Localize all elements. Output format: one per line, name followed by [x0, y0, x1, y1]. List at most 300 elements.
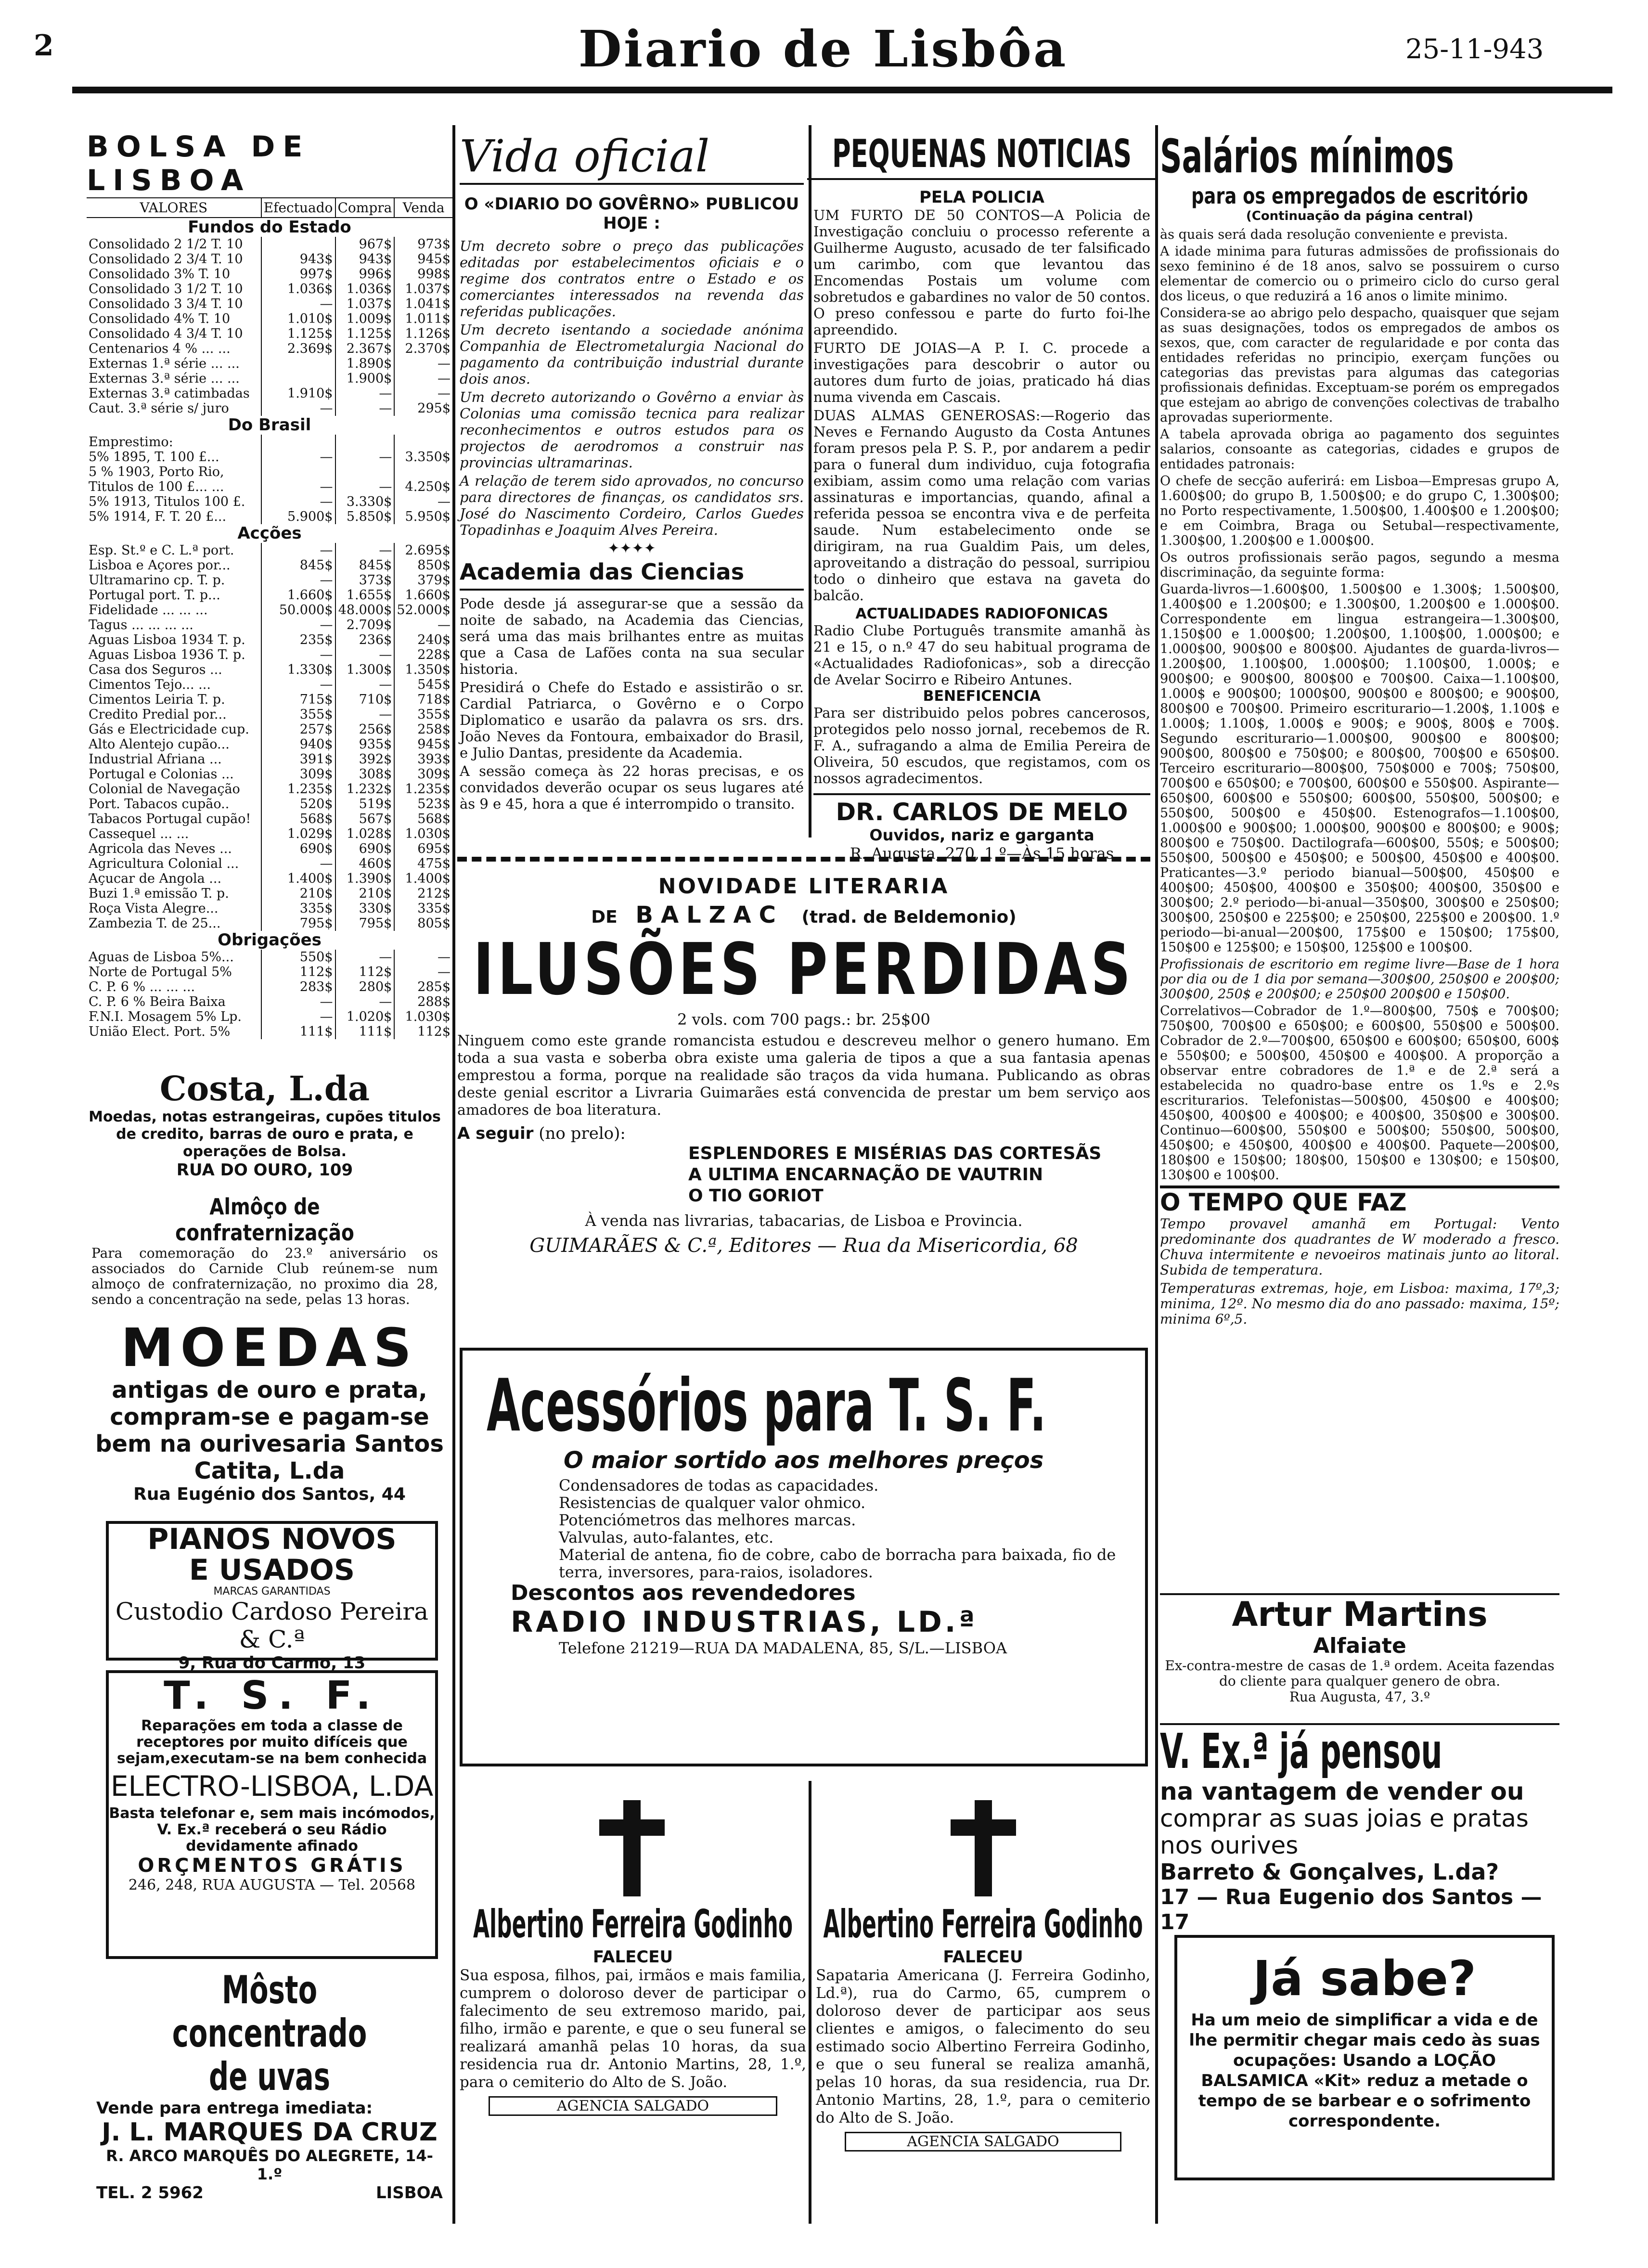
- obituary-name: Albertino Ferreira Godinho: [823, 1902, 1143, 1946]
- bolsa-value-name: 5% 1895, T. 100 £...: [89, 450, 219, 464]
- bolsa-price: —: [394, 371, 452, 386]
- bolsa-value-name: Buzi 1.ª emissão T. p.: [89, 886, 229, 901]
- bolsa-price: —: [335, 677, 395, 692]
- bolsa-value-name: Portugal port. T. p...: [89, 588, 220, 603]
- almoco-title: Almôço de confraternização: [175, 1194, 354, 1246]
- bolsa-price: 475$: [394, 856, 452, 871]
- table-row: [87, 647, 452, 662]
- bolsa-price: 1.011$: [394, 311, 452, 326]
- bolsa-table: [87, 197, 452, 1039]
- policia-paragraph: UM FURTO DE 50 CONTOS—A Policia de Investigação concluiu o processo referente a Guilherme Augusto, acusado de ter falsificado um carimbo, com que levantou das Encomendas Postais um volume com sobretudos e gabardines no valor de 50 contos. O preso confessou e parte do furto foi-lhe apreendido.: [813, 207, 1150, 338]
- bolsa-price: 112$: [261, 965, 335, 979]
- bolsa-value-name: Colonial de Navegação: [89, 782, 240, 797]
- table-row: [87, 450, 452, 464]
- tempo-title: O TEMPO QUE FAZ: [1160, 1186, 1559, 1216]
- table-row: [87, 341, 452, 356]
- bolsa-value-name: Zambezia T. de 25...: [89, 916, 221, 931]
- table-row: [87, 401, 452, 416]
- bolsa-value-name: Consolidado 3% T. 10: [89, 267, 231, 282]
- artur-ad: [1160, 1593, 1559, 1718]
- bolsa-price: 309$: [394, 767, 452, 782]
- bolsa-price: —: [335, 647, 395, 662]
- beneficencia-title: BENEFICENCIA: [923, 688, 1041, 705]
- bolsa-price: 1.125$: [261, 326, 335, 341]
- bolsa-price: 1.400$: [394, 871, 452, 886]
- bolsa-price: [261, 371, 335, 386]
- artur-address: Rua Augusta, 47, 3.º: [1289, 1689, 1430, 1705]
- costa-name: Costa, L.da: [159, 1069, 370, 1108]
- bolsa-price: 285$: [394, 979, 452, 994]
- bolsa-price: 1.009$: [335, 311, 395, 326]
- vex-text-1: na vantagem de vender ou: [1160, 1778, 1524, 1805]
- salarios-paragraph: às quais será dada resolução conveniente e prevista.: [1160, 227, 1508, 242]
- vida-item: A relação de terem sido aprovados, no concurso para directores de finanças, os candidatos srs. José do Nascimento Cordeiro, Carlos Guedes Topadinhas e Joaquim Alves Pereira.: [460, 473, 804, 538]
- moedas-text: antigas de ouro e prata, compram-se e pagam-se bem na ourivesaria Santos Catita, L.da: [95, 1377, 444, 1484]
- table-row: [87, 435, 452, 450]
- bolsa-value-name: Externas 3.ª catimbadas: [89, 386, 250, 401]
- bolsa-value-name: C. P. 6 % Beira Baixa: [89, 994, 226, 1009]
- table-row: [87, 588, 452, 603]
- bolsa-price: 256$: [335, 722, 395, 737]
- bolsa-price: 330$: [335, 901, 395, 916]
- bolsa-value-name: Consolidado 2 3/4 T. 10: [89, 252, 243, 267]
- bolsa-price: [261, 435, 335, 450]
- vida-oficial-subtitle: O «DIARIO DO GOVÊRNO» PUBLICOU HOJE :: [464, 194, 799, 233]
- academia-title: Academia das Ciencias: [460, 559, 804, 591]
- bolsa-price: 1.660$: [394, 588, 452, 603]
- table-row: [87, 782, 452, 797]
- table-row: [87, 479, 452, 494]
- bolsa-price: —: [261, 479, 335, 494]
- bolsa-price: 1.330$: [261, 662, 335, 677]
- bolsa-price: —: [261, 494, 335, 509]
- column-rule: [809, 125, 811, 838]
- bolsa-price: —: [394, 950, 452, 965]
- bolsa-value-name: Casa dos Seguros ...: [89, 662, 222, 677]
- bolsa-price: —: [261, 647, 335, 662]
- bolsa-price: 309$: [261, 767, 335, 782]
- balzac-translator: (trad. de Beldemonio): [801, 907, 1017, 927]
- bolsa-price: 308$: [335, 767, 395, 782]
- balzac-kicker: NOVIDADE LITERARIA: [658, 874, 950, 899]
- table-row: [87, 950, 452, 965]
- obituary-agency: AGENCIA SALGADO: [845, 2132, 1121, 2152]
- bolsa-price: 523$: [394, 797, 452, 812]
- salarios-paragraph: Os outros profissionais serão pagos, segundo a mesma discriminação, da seguinte forma:: [1160, 550, 1559, 580]
- bolsa-price: 973$: [394, 237, 452, 252]
- pianos-name: Custodio Cardoso Pereira & C.ª: [115, 1598, 429, 1653]
- bolsa-price: 996$: [335, 267, 395, 282]
- salarios-paragraph: O chefe de secção auferirá: em Lisboa—Empresas grupo A, 1.600$00; do grupo B, 1.500$00; e do grupo C, 1.300$00; no Porto respectivamente, 1.500$00, 1.400$00 e 1.200$00; e em Coimbra, Braga ou Setubal—respectivamente, 1.300$00, 1.200$00 e 1.000$00.: [1160, 474, 1559, 548]
- masthead-title: Diario de Lisbôa: [578, 19, 1068, 78]
- table-row: [87, 282, 452, 296]
- bolsa-value-name: Aguas Lisboa 1936 T. p.: [89, 647, 245, 662]
- bolsa-price: 210$: [335, 886, 395, 901]
- table-row: [87, 797, 452, 812]
- bolsa-value-name: Aguas Lisboa 1934 T. p.: [89, 632, 245, 647]
- jasabe-text: Ha um meio de simplificar a vida e de lhe permitir chegar mais cedo às suas ocupações: Usando a LOÇÃO BALSAMICA «Kit» reduz a metade o tempo de se barbear e o sofrimento correspondente.: [1189, 2010, 1540, 2131]
- bolsa-price: —: [261, 573, 335, 588]
- bolsa-price: 695$: [394, 841, 452, 856]
- balzac-de: DE: [591, 907, 618, 927]
- bolsa-price: [261, 356, 335, 371]
- table-row: [87, 722, 452, 737]
- table-row: [87, 692, 452, 707]
- salarios-paragraph: Profissionais de escritorio em regime livre—Base de 1 hora por dia ou de 1 dia por semana—300$00, 250$00 e 200$00; 300$00, 250$ e 200$00; e 250$00 200$00 e 150$00.: [1160, 957, 1559, 1002]
- bolsa-price: 718$: [394, 692, 452, 707]
- bolsa-price: —: [261, 450, 335, 464]
- table-row: [87, 677, 452, 692]
- bolsa-value-name: Esp. St.º e C. L.ª port.: [89, 543, 234, 558]
- tsf-address: 246, 248, RUA AUGUSTA — Tel. 20568: [128, 1877, 416, 1894]
- bolsa-price: 1.350$: [394, 662, 452, 677]
- bolsa-price: 568$: [394, 812, 452, 826]
- acessorios-item: Condensadores de todas as capacidades.: [559, 1476, 879, 1495]
- vida-oficial-title: Vida oficial: [460, 130, 804, 185]
- bolsa-price: 48.000$: [335, 603, 395, 618]
- table-row: [87, 326, 452, 341]
- bolsa-price: 335$: [394, 901, 452, 916]
- almoco-text: Para comemoração do 23.º aniversário os associados do Carnide Club reúnem-se num almoço de confraternização, no proximo dia 28, sendo a concentração na sede, pelas 13 horas.: [91, 1245, 438, 1307]
- bolsa-price: 1.890$: [335, 356, 395, 371]
- table-row: [87, 543, 452, 558]
- bolsa-price: 355$: [394, 707, 452, 722]
- policia-paragraph: DUAS ALMAS GENEROSAS:—Rogerio das Neves e Fernando Augusto da Costa Antunes foram presos pela P. S. P., por andarem a pedir para o funeral dum individuo, cuja fotografia exibiam, assim como uma relação com varias assinaturas e importancias, quando, afinal a referida pessoa se encontra viva e de perfeita saude. Num estabelecimento onde se dirigiram, na rua Gualdim Pais, um deles, aproveitando a distração do pessoal, surripiou todo o dinheiro que estava na gaveta do balcão.: [813, 407, 1150, 604]
- bolsa-price: —: [261, 1009, 335, 1024]
- col-venda: Venda: [394, 198, 452, 218]
- col-valores: VALORES: [87, 198, 261, 218]
- bolsa-price: 373$: [335, 573, 395, 588]
- bolsa-price: 545$: [394, 677, 452, 692]
- bolsa-value-name: Externas 1.ª série ... ...: [89, 356, 240, 371]
- col-efectuado: Efectuado: [261, 198, 335, 218]
- bolsa-title: BOLSA DE LISBOA: [87, 130, 310, 197]
- bolsa-price: 392$: [335, 752, 395, 767]
- bolsa-price: 210$: [261, 886, 335, 901]
- bolsa-price: 355$: [261, 707, 335, 722]
- table-row: [87, 296, 452, 311]
- radio-text: Radio Clube Português transmite amanhã às 21 e 15, o n.º 47 do seu habitual programa de «Actualidades Radiofonicas», sob a direcção de Avelar Socirro e Ribeiro Antunes.: [813, 622, 1150, 688]
- bolsa-price: 690$: [335, 841, 395, 856]
- bolsa-price: 258$: [394, 722, 452, 737]
- pequenas-noticias-section: [813, 130, 1150, 863]
- bolsa-price: 845$: [335, 558, 395, 573]
- bolsa-price: —: [394, 965, 452, 979]
- vex-text-2: comprar as suas joias e pratas nos ourives: [1160, 1804, 1529, 1859]
- obituary-faleceu: FALECEU: [943, 1947, 1023, 1967]
- bolsa-price: —: [335, 479, 395, 494]
- jasabe-ad: [1174, 1935, 1555, 2180]
- bolsa-price: —: [335, 707, 395, 722]
- vex-ad: [1160, 1723, 1559, 1934]
- bolsa-price: 690$: [261, 841, 335, 856]
- bolsa-value-name: Agricola das Neves ...: [89, 841, 232, 856]
- bolsa-value-name: Portugal e Colonias ...: [89, 767, 234, 782]
- bolsa-price: 391$: [261, 752, 335, 767]
- vida-item: Um decreto sobre o preço das publicações editadas por estabelecimentos oficiais e o regime dos contratos entre o Estado e os comerciantes interessados na revenda das referidas publicações.: [460, 238, 804, 320]
- table-row: [87, 752, 452, 767]
- table-row: [87, 573, 452, 588]
- tsf-text-1: Reparações em toda a classe de receptores por muito difíceis que sejam,executam-se na bem conhecida: [116, 1717, 427, 1767]
- table-row: [87, 767, 452, 782]
- temperatura-text: Temperaturas extremas, hoje, em Lisboa: maxima, 17º,3; minima, 12º. No mesmo dia do ano passado: maxima, 15º; minima 6º,5.: [1160, 1280, 1559, 1327]
- bolsa-price: —: [394, 618, 452, 632]
- bolsa-price: 1.029$: [261, 826, 335, 841]
- bolsa-price: 379$: [394, 573, 452, 588]
- bolsa-section-label: Fundos do Estado: [188, 218, 351, 237]
- bolsa-price: 940$: [261, 737, 335, 752]
- mosto-title-2: de uvas: [208, 2054, 331, 2099]
- bolsa-price: 228$: [394, 647, 452, 662]
- tsf-orcamentos: ORÇMENTOS GRÁTIS: [138, 1855, 406, 1877]
- moedas-title: MOEDAS: [121, 1317, 418, 1379]
- cross-icon: [816, 1781, 1150, 1901]
- bolsa-price: 998$: [394, 267, 452, 282]
- obituary-agency: AGENCIA SALGADO: [489, 2096, 777, 2116]
- obituary-name: Albertino Ferreira Godinho: [473, 1902, 793, 1946]
- vida-oficial-section: [460, 130, 804, 842]
- bolsa-section-header: [87, 416, 452, 435]
- pianos-ad: [106, 1521, 438, 1673]
- bolsa-price: 2.370$: [394, 341, 452, 356]
- salarios-paragraph: Considera-se ao abrigo pelo despacho, quaisquer que sejam as suas designações, todos os empregados de ambos os sexos, que, com caracter de regularidade e por conta das entidades referidas no principio, exerçam funções ou categorias das previstas para algumas das categorias profissionais definidas. Exceptuam-se porém os empregados que estejam ao abrigo de convenções colectivas de trabalho aprovadas superiormente.: [1160, 306, 1559, 425]
- bolsa-value-name: Aguas de Lisboa 5%...: [89, 950, 234, 965]
- cross-icon: [460, 1781, 806, 1901]
- pianos-title-1: PIANOS NOVOS: [147, 1522, 397, 1556]
- bolsa-price: —: [335, 543, 395, 558]
- bolsa-price: 5.950$: [394, 509, 452, 524]
- bolsa-price: —: [335, 994, 395, 1009]
- bolsa-price: 845$: [261, 558, 335, 573]
- balzac-next-title: ESPLENDORES E MISÉRIAS DAS CORTESÃS: [688, 1144, 1102, 1163]
- bolsa-price: 111$: [261, 1024, 335, 1039]
- bolsa-value-name: Port. Tabacos cupão..: [89, 797, 230, 812]
- table-row: [87, 386, 452, 401]
- bolsa-price: —: [335, 386, 395, 401]
- bolsa-price: 795$: [335, 916, 395, 931]
- bolsa-price: 1.028$: [335, 826, 395, 841]
- bolsa-value-name: 5 % 1903, Porto Rio,: [89, 464, 224, 479]
- balzac-aseguir: A seguir: [457, 1124, 534, 1143]
- bolsa-price: —: [335, 950, 395, 965]
- salarios-paragraph: Correlativos—Cobrador de 1.º—800$00, 750$ e 700$00; 750$00, 700$00 e 650$00; e 600$00, 550$00 e 500$00. Cobrador de 2.º—700$00, 650$00 e 600$00; 650$00, 600$ e 550$00; e 500$00, 450$00 e 400$00. A proporção a observar entre cobradores de 1.ª e de 2.ª será a estabelecida no quadro-base entre os 1.ºs e 2.ºs escriturarios. Telefonistas—500$00, 450$00 e 400$00; 450$00, 400$00 e 400$00; e 400$00, 350$00 e 300$00. Continuo—600$00, 550$00 e 500$00; 550$00, 500$00, 450$00; e 450$00, 400$00 e 400$00. Paquete—200$00, 180$00 e 150$00; 180$00, 150$00 e 130$00; e 150$00, 130$00 e 100$00.: [1160, 1004, 1559, 1183]
- policia-paragraph: FURTO DE JOIAS—A P. I. C. procede a investigações para descobrir o autor ou autores dum furto de joias, praticado há dias numa vivenda em Cascais.: [813, 340, 1150, 405]
- acessorios-sub: O maior sortido aos melhores preços: [564, 1447, 1044, 1474]
- bolsa-value-name: Cassequel ... ...: [89, 826, 189, 841]
- bolsa-price: 112$: [394, 1024, 452, 1039]
- bolsa-price: 519$: [335, 797, 395, 812]
- bolsa-price: —: [335, 450, 395, 464]
- balzac-body: Ninguem como este grande romancista estudou e descreveu melhor o genero humano. Em toda a sua vasta e soberba obra existe uma galeria de tipos a que a sua fantasia apenas emprestou a forma, porque na realidade são traços da vida humana. Publicando as obras deste genial escritor a Livraria Guimarães está convencida de prestar um bem serviço aos amadores de boa literatura.: [457, 1032, 1150, 1119]
- bolsa-price: —: [261, 677, 335, 692]
- bolsa-price: 5.850$: [335, 509, 395, 524]
- table-row: [87, 856, 452, 871]
- bolsa-price: 795$: [261, 916, 335, 931]
- bolsa-price: 283$: [261, 979, 335, 994]
- mosto-address: R. ARCO MARQUÊS DO ALEGRETE, 14-1.º: [106, 2147, 433, 2183]
- balzac-next-title: A ULTIMA ENCARNAÇÃO DE VAUTRIN: [688, 1165, 1043, 1185]
- bolsa-value-name: Caut. 3.ª série s/ juro: [89, 401, 229, 416]
- costa-ad: [87, 1069, 443, 1194]
- bolsa-section-header: [87, 931, 452, 950]
- bolsa-price: 280$: [335, 979, 395, 994]
- bolsa-price: 212$: [394, 886, 452, 901]
- bolsa-value-name: Titulos de 100 £... ...: [89, 479, 224, 494]
- bolsa-value-name: Tabacos Portugal cupão!: [89, 812, 251, 826]
- bolsa-price: 710$: [335, 692, 395, 707]
- bolsa-price: 1.300$: [335, 662, 395, 677]
- artur-name: Artur Martins: [1232, 1595, 1488, 1634]
- bolsa-value-name: Ultramarino cp. T. p.: [89, 573, 225, 588]
- table-row: [87, 871, 452, 886]
- bolsa-value-name: Consolidado 3 3/4 T. 10: [89, 296, 243, 311]
- bolsa-price: [261, 237, 335, 252]
- balzac-noprelo: (no prelo):: [539, 1124, 626, 1143]
- bolsa-price: —: [261, 401, 335, 416]
- salarios-section: [1160, 130, 1559, 1593]
- tempo-text: Tempo provavel amanhã em Portugal: Vento predominante dos quadrantes de W moderado a fresco. Chuva intermitente e nevoeiros matinais junto ao litoral. Subida de temperatura.: [1160, 1216, 1559, 1278]
- pianos-title-2: E USADOS: [189, 1553, 355, 1587]
- bolsa-price: 1.010$: [261, 311, 335, 326]
- table-row: [87, 509, 452, 524]
- salarios-cont: (Continuação da página central): [1246, 209, 1474, 223]
- table-row: [87, 356, 452, 371]
- bolsa-price: 1.660$: [261, 588, 335, 603]
- bolsa-price: 997$: [261, 267, 335, 282]
- table-row: [87, 371, 452, 386]
- bolsa-price: 1.020$: [335, 1009, 395, 1024]
- bolsa-price: 52.000$: [394, 603, 452, 618]
- bolsa-value-name: Lisboa e Açores por...: [89, 558, 231, 573]
- table-row: [87, 603, 452, 618]
- table-row: [87, 618, 452, 632]
- bolsa-value-name: Açucar de Angola ...: [89, 871, 222, 886]
- table-row: [87, 707, 452, 722]
- acessorios-item: Potenciómetros das melhores marcas.: [559, 1511, 856, 1529]
- bolsa-value-name: Alto Alentejo cupão...: [89, 737, 230, 752]
- bolsa-price: 257$: [261, 722, 335, 737]
- bolsa-value-name: C. P. 6 % ... ... ...: [89, 979, 195, 994]
- bolsa-price: —: [261, 618, 335, 632]
- doctor-name: DR. CARLOS DE MELO: [813, 793, 1150, 826]
- bolsa-price: —: [394, 386, 452, 401]
- bolsa-price: 288$: [394, 994, 452, 1009]
- bolsa-price: 1.037$: [394, 282, 452, 296]
- obituary-text: Sua esposa, filhos, pai, irmãos e mais familia, cumprem o doloroso dever de participar o falecimento de seu extremoso marido, pai, filho, irmão e parente, e que o seu funeral se realizará amanhã pelas 10 horas, da sua residencia rua dr. Antonio Martins, 28, 1.º, para o cemiterio do Alto de S. João.: [460, 1967, 806, 2091]
- mosto-ad: [96, 1969, 443, 2238]
- bolsa-price: 1.400$: [261, 871, 335, 886]
- bolsa-value-name: Tagus ... ... ... ...: [89, 618, 193, 632]
- pequenas-title: PEQUENAS NOTICIAS: [807, 130, 1157, 180]
- bolsa-price: —: [335, 401, 395, 416]
- top-rule: [72, 87, 1612, 93]
- bolsa-price: 715$: [261, 692, 335, 707]
- bolsa-value-name: União Elect. Port. 5%: [89, 1024, 231, 1039]
- bolsa-price: 943$: [261, 252, 335, 267]
- bolsa-price: 236$: [335, 632, 395, 647]
- pianos-address: 9, Rua do Carmo, 13: [178, 1653, 366, 1673]
- bolsa-value-name: Consolidado 4 3/4 T. 10: [89, 326, 243, 341]
- vida-item: Um decreto isentando a sociedade anónima Companhia de Electrometalurgia Nacional do pagamento da contribuição industrial durante dois anos.: [460, 322, 804, 387]
- balzac-ad: [457, 857, 1150, 1328]
- table-row: [87, 994, 452, 1009]
- bolsa-price: 568$: [261, 812, 335, 826]
- bolsa-value-name: Agricultura Colonial ...: [89, 856, 239, 871]
- page-number: 2: [34, 29, 54, 63]
- table-row: [87, 1009, 452, 1024]
- bolsa-value-name: Consolidado 3 1/2 T. 10: [89, 282, 243, 296]
- bolsa-price: 295$: [394, 401, 452, 416]
- radio-title: ACTUALIDADES RADIOFONICAS: [855, 606, 1108, 622]
- bolsa-price: [335, 464, 395, 479]
- costa-text: Moedas, notas estrangeiras, cupões titulos de credito, barras de ouro e prata, e operações de Bolsa.: [89, 1108, 441, 1160]
- table-row: [87, 965, 452, 979]
- academia-paragraph: A sessão começa às 22 horas precisas, e os convidados deverão ocupar os seus lugares até às 9 e 45, hora a que é interrompido o transito.: [460, 763, 804, 812]
- bolsa-value-name: Emprestimo:: [89, 435, 173, 450]
- bolsa-price: [394, 435, 452, 450]
- bolsa-value-name: Norte de Portugal 5%: [89, 965, 232, 979]
- balzac-volumes: 2 vols. com 700 pags.: br. 25$00: [677, 1010, 930, 1029]
- acessorios-tel: Telefone 21219—RUA DA MADALENA, 85, S/L.—LISBOA: [559, 1639, 1007, 1657]
- bolsa-price: 1.030$: [394, 1009, 452, 1024]
- acessorios-ad: [460, 1348, 1148, 1766]
- salarios-paragraph: Guarda-livros—1.600$00, 1.500$00 e 1.300$; 1.500$00, 1.400$00 e 1.200$00; e 1.300$00, 1.200$00 e 1.000$00. Correspondente em lingua estrangeira—1.300$00, 1.150$00 e 1.000$00; 1.200$00, 1.100$00, 1.000$00; e 1.000$00, 900$00 e 800$00. Ajudantes de guarda-livros—1.200$00, 1.100$00, 1.000$00; 1.100$00, 1.000$; e 900$00; e 900$00, 800$00 e 700$00. Caixa—1.100$00, 1.000$ e 900$00; 1000$00, 900$00 e 800$00; e 900$00, 800$00 e 700$00. Primeiro escriturario—1.200$, 1.100$ e 1.000$; 1.100$, 1.000$ e 900$; e 900$, 800$ e 700$. Segundo escriturario—1.000$00, 900$00 e 800$00; 900$00, 800$00 e 750$00; e 800$00, 700$00 e 650$00. Terceiro escriturario—800$00, 750$000 e 700$; 750$00, 700$00 e 650$00; e 700$00, 600$00 e 550$00. Aspirante—650$00, 600$00 e 550$00; 600$00, 550$00, 500$00; e 550$00, 500$00 e 450$00. Estenografos—1.100$00, 1.000$00 e 900$00; 1.000$00, 900$00 e 800$00; e 900$; 800$00 e 750$00. Dactilografa—600$00, 550$; e 500$00; 550$00, 500$00 e 450$00; e 500$00, 450$00 e 400$00. Praticantes—3.º periodo bianual—500$00, 450$00 e 400$00; 450$00, 400$00 e 350$00; 400$00, 350$00 e 300$00; 2.º periodo—bi-anual—350$00, 300$00 e 250$00; 300$00, 250$00 e 225$00; e 250$00, 225$00 e 200$00. 1.º periodo—bi-anual—200$00, 175$00 e 150$00; 175$00, 150$00 e 125$00; e 150$00, 125$00 e 100$00.: [1160, 582, 1559, 955]
- bolsa-price: 1.041$: [394, 296, 452, 311]
- salarios-paragraph: A idade minima para futuras admissões de profissionais do sexo feminino é de 18 anos, salvo se possuirem o curso elementar de comercio ou o primeiro ciclo do curso geral dos liceus, o que reduzirá a 16 anos o limite minimo.: [1160, 244, 1559, 304]
- balzac-next-title: O TIO GORIOT: [688, 1186, 824, 1206]
- balzac-venda: À venda nas livrarias, tabacarias, de Lisboa e Provincia.: [585, 1211, 1023, 1230]
- bolsa-value-name: Gás e Electricidade cup.: [89, 722, 249, 737]
- balzac-author: BALZAC: [635, 902, 784, 928]
- acessorios-descontos: Descontos aos revendedores: [511, 1581, 856, 1605]
- balzac-title: ILUSÕES PERDIDAS: [473, 928, 1134, 1011]
- table-row: [87, 1024, 452, 1039]
- bolsa-price: —: [394, 494, 452, 509]
- bolsa-price: 945$: [394, 737, 452, 752]
- table-row: [87, 841, 452, 856]
- bolsa-value-name: Roça Vista Alegre...: [89, 901, 219, 916]
- table-row: [87, 494, 452, 509]
- doctor-address: R. Augusta, 270, 1.º—Às 15 horas: [850, 844, 1114, 863]
- table-row: [87, 979, 452, 994]
- table-row: [87, 916, 452, 931]
- bolsa-price: 2.369$: [261, 341, 335, 356]
- acessorios-item: Resistencias de qualquer valor ohmico.: [559, 1494, 866, 1512]
- bolsa-price: 1.030$: [394, 826, 452, 841]
- table-row: [87, 662, 452, 677]
- vex-company: Barreto & Gonçalves, L.da?: [1160, 1859, 1499, 1885]
- bolsa-price: 335$: [261, 901, 335, 916]
- bolsa-value-name: Externas 3.ª série ... ...: [89, 371, 240, 386]
- table-row: [87, 812, 452, 826]
- bolsa-value-name: 5% 1914, F. T. 20 £...: [89, 509, 227, 524]
- bolsa-section-header: [87, 524, 452, 543]
- bolsa-price: 4.250$: [394, 479, 452, 494]
- jasabe-title: Já sabe?: [1253, 1950, 1476, 2007]
- table-row: [87, 901, 452, 916]
- bolsa-price: 3.350$: [394, 450, 452, 464]
- acessorios-title: Acessórios para T. S. F.: [487, 1364, 1046, 1448]
- bolsa-value-name: Cimentos Leiria T. p.: [89, 692, 225, 707]
- table-row: [87, 252, 452, 267]
- bolsa-price: 240$: [394, 632, 452, 647]
- tsf-text-2: Basta telefonar e, sem mais incómodos, V. Ex.ª receberá o seu Rádio devidamente afinado: [109, 1805, 435, 1855]
- bolsa-price: 3.330$: [335, 494, 395, 509]
- bolsa-value-name: Credito Predial por...: [89, 707, 227, 722]
- bolsa-price: 945$: [394, 252, 452, 267]
- table-row: [87, 886, 452, 901]
- bolsa-price: 112$: [335, 965, 395, 979]
